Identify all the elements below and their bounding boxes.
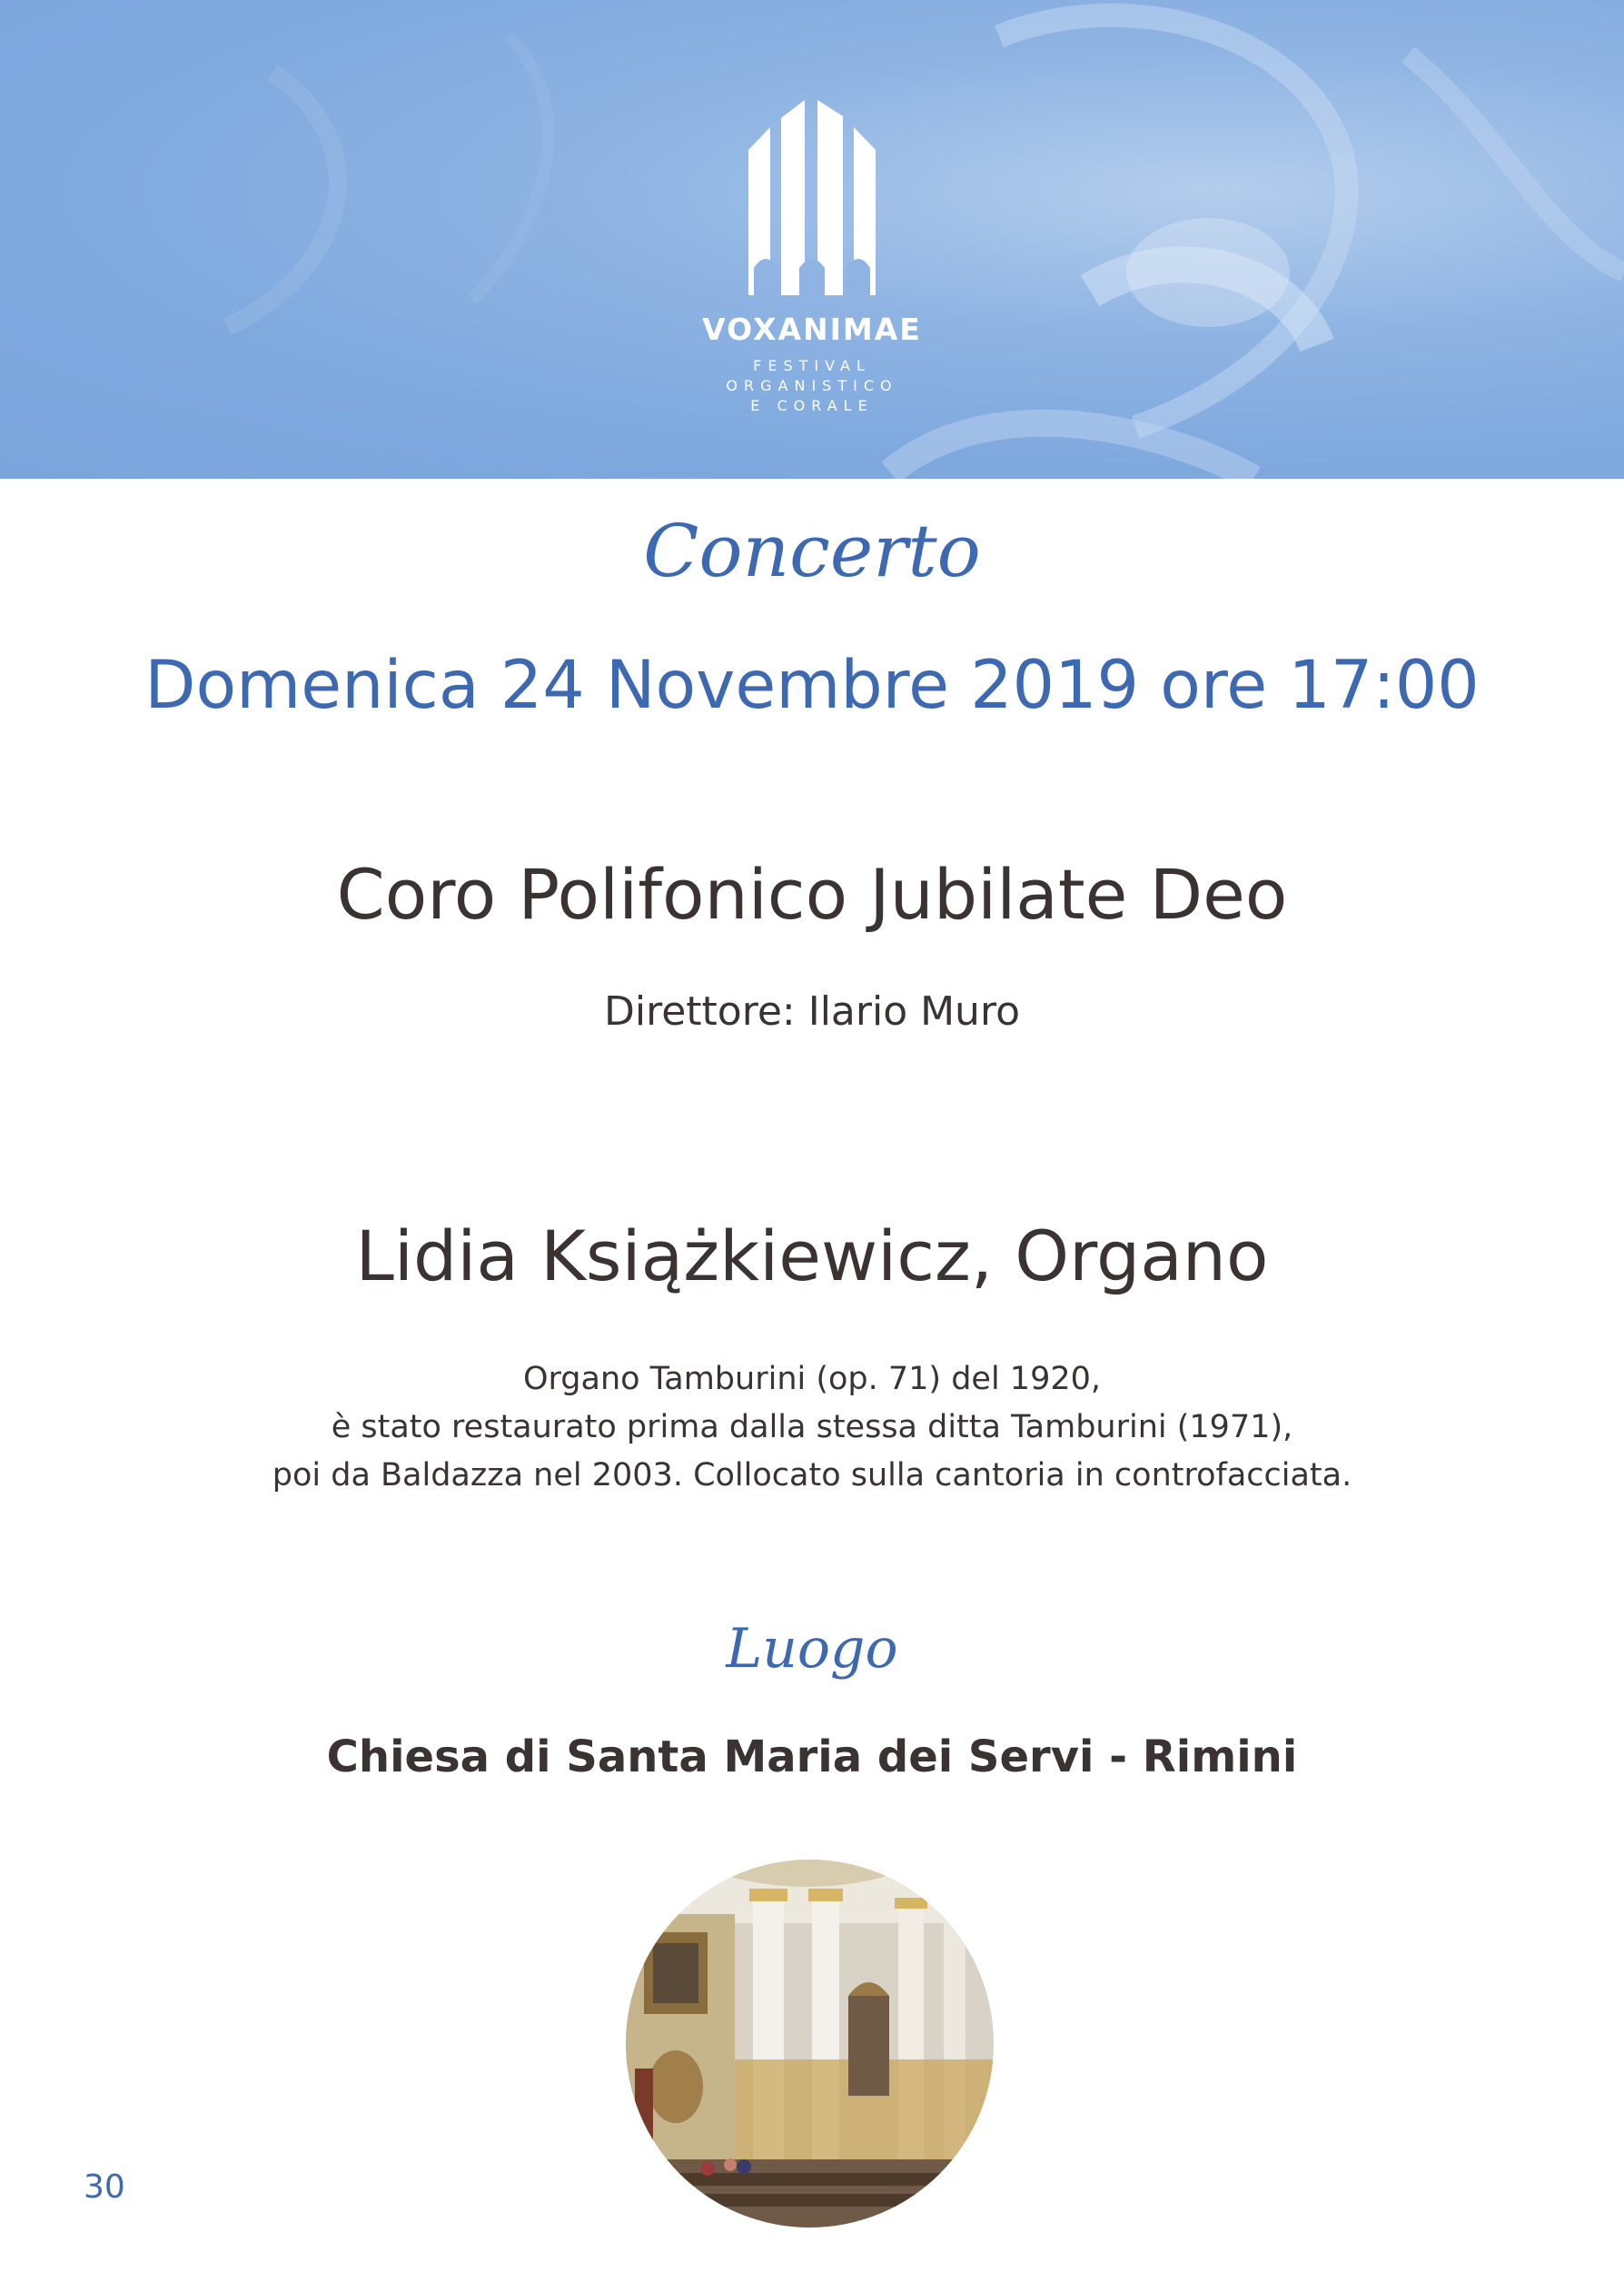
choir-name: Coro Polifonico Jubilate Deo (336, 854, 1288, 935)
organ-description-line: è stato restaurato prima dalla stessa ditta Tamburini (1971), (331, 1409, 1293, 1445)
organ-description-line: Organo Tamburini (op. 71) del 1920, (522, 1361, 1102, 1397)
logo-name: VOXANIMAE (702, 312, 922, 347)
logo-subtitle-line: ORGANISTICO (726, 377, 898, 394)
event-date: Domenica 24 Novembre 2019 ore 17:00 (144, 647, 1480, 724)
organist-name: Lidia Książkiewicz, Organo (355, 1215, 1269, 1296)
organ-description (0, 1355, 1624, 1500)
location-heading: Luogo (726, 1617, 898, 1681)
choir-director: Direttore: Ilario Muro (603, 988, 1020, 1035)
header-banner (0, 0, 1624, 479)
organ-description-line: poi da Baldazza nel 2003. Collocato sulla cantoria in controfacciata. (272, 1457, 1352, 1493)
concert-heading: Concerto (643, 509, 981, 593)
logo-subtitle-line: E CORALE (750, 397, 874, 414)
venue-name: Chiesa di Santa Maria dei Servi - Rimini (326, 1731, 1298, 1782)
page-number: 30 (84, 2168, 125, 2206)
church-interior-photo (626, 1860, 994, 2228)
logo-subtitle-line: FESTIVAL (753, 357, 871, 374)
logo-subtitle (0, 356, 1624, 416)
festival-logo (0, 100, 1624, 416)
organ-pipes-icon (748, 100, 876, 295)
